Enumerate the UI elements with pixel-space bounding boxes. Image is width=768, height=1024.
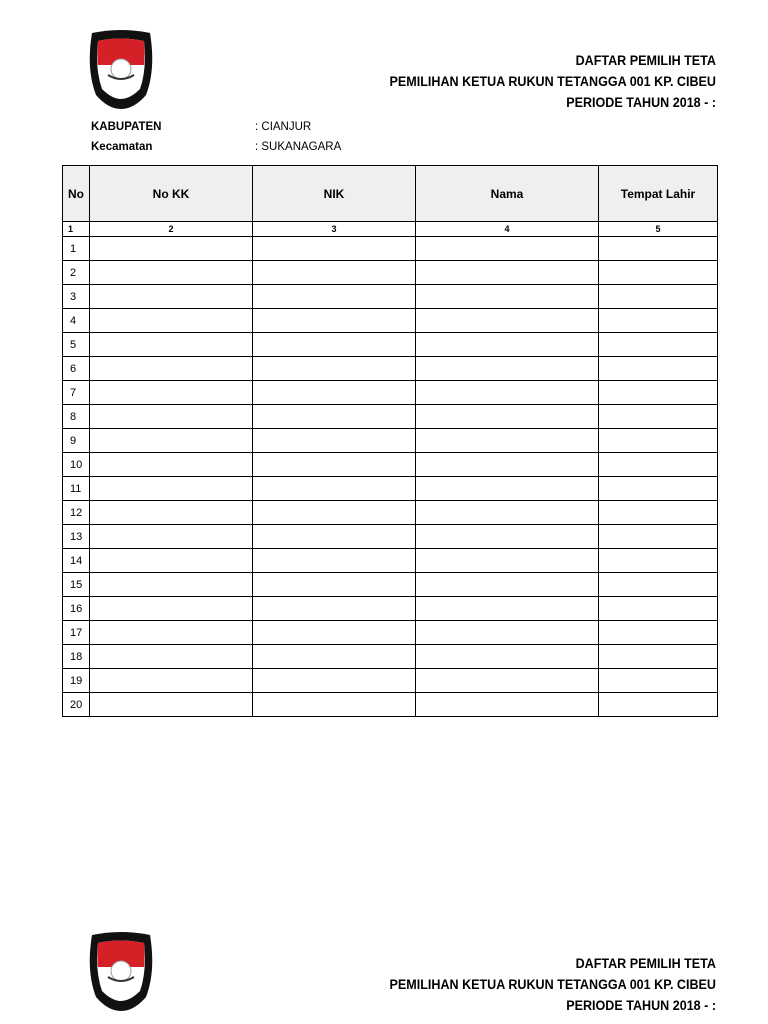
row-number: 2 [63, 261, 90, 285]
kecamatan-value: : SUKANAGARA [255, 141, 342, 153]
table-row [63, 525, 718, 549]
table-cell[interactable] [416, 285, 599, 309]
table-cell[interactable] [599, 405, 718, 429]
table-cell[interactable] [416, 525, 599, 549]
table-row [63, 429, 718, 453]
committee-logo [84, 29, 158, 109]
table-cell[interactable] [253, 261, 416, 285]
kabupaten-value: : CIANJUR [255, 121, 312, 133]
table-cell[interactable] [90, 525, 253, 549]
table-cell[interactable] [416, 237, 599, 261]
table-cell[interactable] [253, 285, 416, 309]
table-cell[interactable] [253, 621, 416, 645]
page-header-titles [344, 50, 716, 113]
table-cell[interactable] [599, 573, 718, 597]
table-cell[interactable] [253, 693, 416, 717]
table-cell[interactable] [416, 381, 599, 405]
row-number: 13 [63, 525, 90, 549]
table-cell[interactable] [599, 261, 718, 285]
table-cell[interactable] [599, 429, 718, 453]
table-cell[interactable] [90, 453, 253, 477]
table-cell[interactable] [599, 621, 718, 645]
table-cell[interactable] [253, 237, 416, 261]
table-cell[interactable] [599, 357, 718, 381]
table-cell[interactable] [416, 309, 599, 333]
table-row [63, 669, 718, 693]
table-cell[interactable] [416, 405, 599, 429]
row-number: 18 [63, 645, 90, 669]
column-header-nik: NIK [253, 166, 416, 222]
row-number: 20 [63, 693, 90, 717]
region-info [91, 117, 341, 157]
page2-header-titles [344, 953, 716, 1016]
table-cell[interactable] [253, 453, 416, 477]
row-number: 10 [63, 453, 90, 477]
table-row [63, 477, 718, 501]
table-cell[interactable] [253, 501, 416, 525]
table-row [63, 285, 718, 309]
title-line-1: DAFTAR PEMILIH TETA [575, 53, 716, 68]
row-number: 5 [63, 333, 90, 357]
table-cell[interactable] [253, 525, 416, 549]
column-number-row [63, 222, 718, 237]
row-number: 6 [63, 357, 90, 381]
table-cell[interactable] [90, 309, 253, 333]
row-number: 8 [63, 405, 90, 429]
row-number: 12 [63, 501, 90, 525]
table-row [63, 549, 718, 573]
table-row [63, 573, 718, 597]
table-cell[interactable] [90, 405, 253, 429]
column-number: 4 [416, 222, 599, 237]
row-number: 17 [63, 621, 90, 645]
table-cell[interactable] [90, 357, 253, 381]
row-number: 1 [63, 237, 90, 261]
table-cell[interactable] [416, 357, 599, 381]
table-cell[interactable] [253, 669, 416, 693]
table-cell[interactable] [416, 501, 599, 525]
row-number: 15 [63, 573, 90, 597]
column-header-no-kk: No KK [90, 166, 253, 222]
table-cell[interactable] [599, 501, 718, 525]
table-cell[interactable] [90, 621, 253, 645]
title-line-1: DAFTAR PEMILIH TETA [575, 956, 716, 971]
table-cell[interactable] [90, 261, 253, 285]
title-line-3: PERIODE TAHUN 2018 - : [566, 998, 716, 1013]
column-number: 2 [90, 222, 253, 237]
table-row [63, 261, 718, 285]
column-header-tempat-lahir: Tempat Lahir [599, 166, 718, 222]
table-cell[interactable] [90, 549, 253, 573]
table-row [63, 237, 718, 261]
table-cell[interactable] [416, 549, 599, 573]
title-line-2: PEMILIHAN KETUA RUKUN TETANGGA 001 KP. CIBEU [389, 74, 716, 89]
title-line-3: PERIODE TAHUN 2018 - : [566, 95, 716, 110]
row-number: 14 [63, 549, 90, 573]
table-cell[interactable] [416, 597, 599, 621]
table-header-row [63, 166, 718, 222]
table-cell[interactable] [416, 261, 599, 285]
table-cell[interactable] [253, 333, 416, 357]
column-header-no: No [63, 166, 90, 222]
title-line-2: PEMILIHAN KETUA RUKUN TETANGGA 001 KP. CIBEU [389, 977, 716, 992]
committee-logo-icon [84, 931, 158, 1011]
table-cell[interactable] [416, 333, 599, 357]
table-row [63, 357, 718, 381]
table-cell[interactable] [90, 645, 253, 669]
table-cell[interactable] [416, 645, 599, 669]
table-cell[interactable] [599, 669, 718, 693]
table-cell[interactable] [599, 645, 718, 669]
table-cell[interactable] [599, 309, 718, 333]
table-cell[interactable] [253, 549, 416, 573]
table-row [63, 693, 718, 717]
table-cell[interactable] [416, 573, 599, 597]
table-cell[interactable] [253, 573, 416, 597]
row-number: 9 [63, 429, 90, 453]
table-cell[interactable] [599, 285, 718, 309]
table-row [63, 381, 718, 405]
row-number: 11 [63, 477, 90, 501]
table-cell[interactable] [90, 573, 253, 597]
table-cell[interactable] [90, 429, 253, 453]
table-cell[interactable] [599, 453, 718, 477]
table-cell[interactable] [253, 597, 416, 621]
table-cell[interactable] [253, 357, 416, 381]
voter-list-table [62, 165, 718, 717]
table-row [63, 333, 718, 357]
table-cell[interactable] [599, 333, 718, 357]
row-number: 16 [63, 597, 90, 621]
row-number: 19 [63, 669, 90, 693]
table-cell[interactable] [416, 453, 599, 477]
table-cell[interactable] [90, 597, 253, 621]
table-cell[interactable] [253, 429, 416, 453]
column-header-nama: Nama [416, 166, 599, 222]
table-row [63, 597, 718, 621]
committee-logo-icon [84, 29, 158, 109]
table-row [63, 645, 718, 669]
column-number: 5 [599, 222, 718, 237]
table-cell[interactable] [253, 309, 416, 333]
table-cell[interactable] [253, 381, 416, 405]
kecamatan-row [91, 137, 341, 157]
table-cell[interactable] [90, 237, 253, 261]
kecamatan-label: Kecamatan [91, 141, 153, 153]
table-cell[interactable] [253, 645, 416, 669]
table-cell[interactable] [90, 285, 253, 309]
table-cell[interactable] [90, 669, 253, 693]
kabupaten-label: KABUPATEN [91, 121, 162, 133]
table-row [63, 405, 718, 429]
table-cell[interactable] [599, 693, 718, 717]
row-number: 4 [63, 309, 90, 333]
table-row [63, 453, 718, 477]
table-row [63, 501, 718, 525]
table-cell[interactable] [416, 669, 599, 693]
table-cell[interactable] [416, 621, 599, 645]
table-cell[interactable] [599, 549, 718, 573]
column-number: 1 [63, 222, 90, 237]
table-cell[interactable] [599, 597, 718, 621]
row-number: 3 [63, 285, 90, 309]
table-cell[interactable] [90, 477, 253, 501]
table-cell[interactable] [599, 381, 718, 405]
table-cell[interactable] [416, 693, 599, 717]
table-cell[interactable] [253, 405, 416, 429]
table-cell[interactable] [253, 477, 416, 501]
kabupaten-row [91, 117, 341, 137]
committee-logo-page2 [84, 931, 158, 1011]
table-cell[interactable] [90, 501, 253, 525]
table-cell[interactable] [90, 381, 253, 405]
table-cell[interactable] [416, 477, 599, 501]
table-row [63, 621, 718, 645]
table-cell[interactable] [90, 693, 253, 717]
table-cell[interactable] [599, 525, 718, 549]
row-number: 7 [63, 381, 90, 405]
column-number: 3 [253, 222, 416, 237]
table-row [63, 309, 718, 333]
table-cell[interactable] [416, 429, 599, 453]
table-cell[interactable] [90, 333, 253, 357]
table-cell[interactable] [599, 237, 718, 261]
table-cell[interactable] [599, 477, 718, 501]
